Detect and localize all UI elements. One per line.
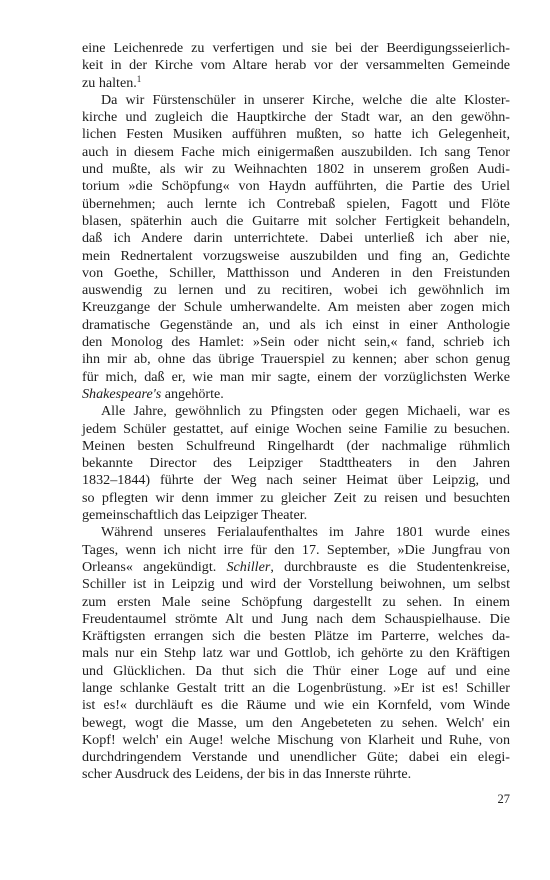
text-line [82, 57, 510, 74]
text-span: so pflegten wir denn immer zu gleicher Zeit zu reisen und besuchten [82, 489, 510, 506]
text-line [82, 455, 510, 472]
text-span: bekannte Director des Leipziger Stadttheaters in den Jahren [82, 455, 510, 472]
text-span: ihn mir ab, ohne das übrige Trauerspiel zu kennen; aber schon genug [82, 351, 510, 368]
text-span: für mich, daß er, wie man mir sagte, einem der vorzüglichsten Werke [82, 368, 510, 385]
text-span: angehörte. [161, 385, 224, 402]
book-page-text [82, 40, 510, 784]
text-span: Tages, wenn ich nicht irre für den 17. September, »Die Jungfrau von [82, 541, 510, 558]
text-line [82, 576, 510, 593]
text-span: , durchbrauste es die Studentenkreise, [270, 558, 510, 575]
footnote-marker: 1 [136, 73, 142, 84]
text-line [82, 732, 510, 749]
text-span: lichen Festen Musiken aufführen mußten, so hatte ich Gelegenheit, [82, 126, 510, 143]
text-span: Alle Jahre, gewöhnlich zu Pfingsten oder gegen Michaeli, war es [101, 403, 510, 420]
text-span: und Glücklichen. Da thut sich die Thür einer Loge auf und eine [82, 662, 510, 679]
text-line [82, 542, 510, 559]
text-span: Kreuzgange der Schule umherwandelte. Am meisten aber zogen mich [82, 299, 510, 316]
text-line [82, 109, 510, 126]
text-line [82, 213, 510, 230]
text-span: und mußte, als wir zu Weihnachten 1802 in unserem großen Audi- [82, 161, 510, 178]
text-line [82, 92, 510, 109]
text-line [82, 403, 510, 420]
text-line [82, 265, 510, 282]
text-line [82, 351, 510, 368]
text-span: keit in der Kirche vom Altare herab vor der versammelten Gemeinde [82, 57, 510, 74]
text-line [82, 715, 510, 732]
text-span: von Goethe, Schiller, Matthisson und Anderen in den Freistunden [82, 264, 510, 281]
text-line [82, 230, 510, 247]
text-line [82, 317, 510, 334]
text-line [82, 248, 510, 265]
text-span: zu halten. [82, 74, 137, 91]
text-line [82, 663, 510, 680]
text-span: lange schlanke Gestalt tritt an die Logenbrüstung. »Er ist es! Schiller [82, 679, 510, 696]
text-span: Meinen besten Schulfreund Ringelhardt (der nachmalige rühmlich [82, 437, 510, 454]
text-line [82, 766, 510, 783]
text-line [82, 161, 510, 178]
text-line [82, 645, 510, 662]
page-number: 27 [497, 792, 510, 806]
text-line [82, 126, 510, 143]
text-span: übernehmen; auch lernte ich Contrebaß spielen, Fagott und Flöte [82, 195, 510, 212]
text-span: Während unseres Ferialaufenthaltes im Jahre 1801 wurde eines [101, 524, 510, 541]
text-line [82, 628, 510, 645]
paragraph [82, 524, 510, 783]
text-span: Da wir Fürstenschüler in unserer Kirche, welche die alte Kloster- [101, 91, 510, 108]
text-line [82, 438, 510, 455]
text-line [82, 697, 510, 714]
text-span: bewegt, wogt die Masse, um den Angebeteten zu sehen. Welch' ein [82, 714, 510, 731]
text-line [82, 594, 510, 611]
text-line [82, 472, 510, 489]
text-span: Freudentaumel strömte Alt und Jung nach dem Schauspielhause. Die [82, 610, 510, 627]
italic-span: Schiller [226, 558, 271, 575]
text-line [82, 369, 510, 386]
text-line [82, 524, 510, 541]
text-span: mals nur ein Stehp latz war und Gottlob, ich gehörte zu den Kräftigen [82, 645, 510, 662]
text-line [82, 386, 510, 403]
text-line [82, 196, 510, 213]
text-line [82, 334, 510, 351]
text-line [82, 559, 510, 576]
text-line [82, 299, 510, 316]
text-span: auch in diesem Fache mich einigermaßen auszubilden. Ich sang Tenor [82, 143, 510, 160]
italic-span: Shakespeare's [82, 385, 162, 402]
text-span: zum ersten Male seine Schöpfung dargestellt zu sehen. In einem [82, 593, 510, 610]
paragraph [82, 40, 510, 92]
text-span: eine Leichenrede zu verfertigen und sie bei der Beerdigungsseierlich- [82, 40, 510, 56]
text-line [82, 490, 510, 507]
text-span: Orleans« angekündigt. [82, 558, 227, 575]
text-span: torium »die Schöpfung« von Haydn aufführten, die Partie des Uriel [82, 178, 510, 195]
text-line [82, 749, 510, 766]
paragraph [82, 403, 510, 524]
text-line [82, 507, 510, 524]
text-line [82, 40, 510, 57]
text-span: daß ich Andere darin unterrichtete. Dabei unterließ ich aber nie, [82, 230, 510, 247]
text-line [82, 144, 510, 161]
text-line [82, 178, 510, 195]
text-span: Kopf! welch' ein Auge! welche Mischung von Klarheit und Ruhe, von [82, 731, 510, 748]
text-line [82, 282, 510, 299]
text-line [82, 75, 510, 92]
text-span: Kräftigsten errangen sich die besten Plätze im Parterre, welches da- [82, 628, 510, 645]
paragraph [82, 92, 510, 403]
text-span: 1832–1844) führte der Weg nach seiner Heimat über Leipzig, und [82, 472, 510, 489]
text-span: scher Ausdruck des Leidens, der bis in das Innerste rührte. [82, 766, 412, 783]
text-span: ist es!« durchläuft es die Räume und wie ein Kornfeld, vom Winde [82, 697, 510, 714]
text-span: dramatische Gegenstände an, und als ich einst in einer Anthologie [82, 316, 510, 333]
text-span: durchdringendem Verstande und unendlicher Güte; dabei ein elegi- [82, 749, 510, 766]
text-span: mein Rednertalent vorzugsweise auszubilden und fing an, Gedichte [82, 247, 510, 264]
text-span: kirche und zugleich die Hauptkirche der Stadt war, an den gewöhn- [82, 109, 510, 126]
text-line [82, 680, 510, 697]
text-span: den Monolog des Hamlet: »Sein oder nicht sein,« fand, schrieb ich [82, 334, 510, 351]
text-line [82, 611, 510, 628]
text-span: auswendig zu lernen und zu recitiren, wobei ich gewöhnlich im [82, 282, 510, 299]
text-span: gemeinschaftlich das Leipziger Theater. [82, 507, 308, 524]
text-span: blasen, späterhin auch die Guitarre mit solcher Fertigkeit behandeln, [82, 212, 510, 229]
text-span: Schiller ist in Leipzig und wird der Vorstellung beiwohnen, um selbst [82, 576, 510, 593]
text-span: jedem Schüler gestattet, auf einige Wochen seine Familie zu besuchen. [82, 420, 510, 437]
text-line [82, 421, 510, 438]
